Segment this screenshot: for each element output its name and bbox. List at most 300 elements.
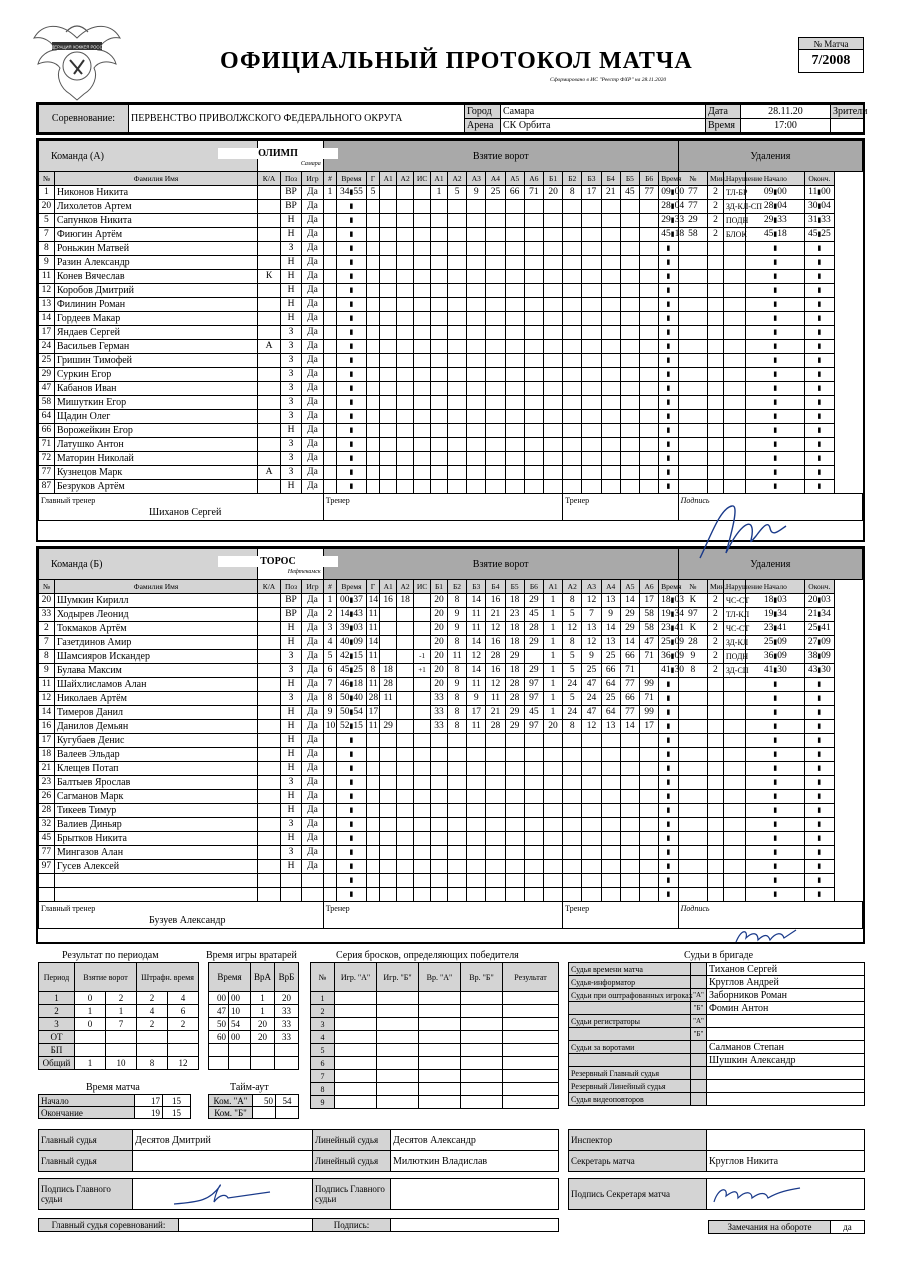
goal-time-empty: ▮ — [337, 776, 366, 790]
period-pen-b — [168, 1031, 199, 1044]
competition-label: Соревнование: — [39, 105, 129, 133]
goal-time-empty: ▮ — [337, 340, 366, 354]
match-number-box — [798, 37, 864, 73]
brigade-value: Фомин Антон — [707, 1002, 865, 1015]
goal-scorer: 5 — [366, 186, 380, 200]
player-played: Да — [302, 312, 324, 326]
player-ka — [258, 860, 281, 874]
table-row: 17 Яндаев Сергей З Да ▮ ▮ ▮ ▮ — [39, 326, 863, 340]
goal-opp-on-ice: 8 — [563, 636, 582, 650]
player-name: Фиюгин Артём — [54, 228, 257, 242]
player-number — [39, 888, 55, 902]
team-a-col-header: Б3 — [582, 172, 601, 186]
player-played: Да — [302, 298, 324, 312]
goal-opp-on-ice: 1 — [543, 650, 562, 664]
player-name: Булава Максим — [54, 664, 257, 678]
period-goals-a: 1 — [75, 1005, 106, 1018]
goal-opp-on-ice: 1 — [543, 608, 562, 622]
goal-opp-on-ice: 5 — [563, 608, 582, 622]
penalty-player: 9 — [678, 650, 707, 664]
table-row: 21 Клещев Потап Н Да ▮ ▮ ▮ ▮ — [39, 762, 863, 776]
penalty-start: 19▮34 — [746, 608, 805, 622]
player-ka — [258, 804, 281, 818]
city-label: Город — [465, 105, 501, 119]
player-number: 33 — [39, 608, 55, 622]
team-a-city: Самара — [258, 141, 324, 172]
goal-on-ice: 29 — [505, 650, 524, 664]
player-name: Валеев Эльдар — [54, 748, 257, 762]
table-row — [311, 1070, 559, 1083]
goal-on-ice: 20 — [431, 622, 448, 636]
team-b-col-header: А2 — [397, 580, 414, 594]
line-ref-label: Линейный судья — [313, 1130, 391, 1151]
penalty-violation: ЧС-СТ — [723, 622, 746, 636]
goal-opp-on-ice: 29 — [620, 608, 639, 622]
period-pen-a: 8 — [137, 1057, 168, 1070]
player-name: Тимеров Данил — [54, 706, 257, 720]
goal-on-ice: 29 — [505, 706, 524, 720]
arena: СК Орбита — [501, 119, 706, 133]
goal-opp-on-ice: 77 — [640, 186, 659, 200]
sign-main2-label: Подпись Главного судьи — [313, 1179, 391, 1210]
team-b-col-header: А4 — [601, 580, 620, 594]
team-b-section — [38, 548, 863, 929]
goal-on-ice: 11 — [467, 622, 486, 636]
penalty-end: 27▮09 — [805, 636, 834, 650]
player-pos: З — [280, 650, 301, 664]
player-name: Кабанов Иван — [54, 382, 257, 396]
table-row: 77 Кузнецов Марк А З Да ▮ ▮ ▮ ▮ — [39, 466, 863, 480]
player-number: 47 — [39, 382, 55, 396]
player-name: Кугубаев Денис — [54, 734, 257, 748]
team-b-col-header: А3 — [582, 580, 601, 594]
table-row — [39, 622, 863, 636]
team-b-col-header: Б2 — [447, 580, 466, 594]
team-a-coach-2: Тренер — [563, 494, 678, 521]
goal-a1 — [380, 622, 397, 636]
goal-opp-on-ice: 1 — [543, 594, 562, 608]
player-name: Разин Александр — [54, 256, 257, 270]
goal-a2 — [397, 692, 414, 706]
period-goals-a — [75, 1044, 106, 1057]
penalty-end: 30▮04 — [805, 200, 834, 214]
goal-time-empty: ▮ — [337, 382, 366, 396]
goal-time: 40▮09 — [337, 636, 366, 650]
brigade-tag: "Б" — [691, 1028, 707, 1041]
table-row: 8 Роньжин Матвей З Да ▮ ▮ ▮ ▮ — [39, 242, 863, 256]
player-pos: З — [280, 846, 301, 860]
player-name: Конев Вячеслав — [54, 270, 257, 284]
goal-a2 — [397, 186, 414, 200]
goal-number: 8 — [323, 692, 337, 706]
player-name: Брытков Никита — [54, 832, 257, 846]
goal-opp-on-ice: 58 — [639, 622, 658, 636]
goal-on-ice — [524, 650, 543, 664]
player-ka — [258, 678, 281, 692]
player-name: Маторин Николай — [54, 452, 257, 466]
goal-on-ice: 11 — [467, 608, 486, 622]
penalty-time: 41▮30 — [659, 664, 678, 678]
goal-on-ice: 66 — [505, 186, 524, 200]
goal-a2 — [397, 706, 414, 720]
goal-time-empty: ▮ — [337, 284, 366, 298]
penalty-start: 45▮18 — [746, 228, 805, 242]
player-number: 26 — [39, 790, 55, 804]
goal-on-ice: 8 — [447, 664, 466, 678]
goal-time-empty: ▮ — [337, 242, 366, 256]
player-ka — [258, 748, 281, 762]
player-number: 8 — [39, 242, 55, 256]
goal-on-ice: 33 — [431, 720, 448, 734]
officials-table — [38, 1129, 559, 1172]
shootout-num: 7 — [311, 1070, 335, 1083]
match-end-h: 19 — [135, 1107, 163, 1119]
goal-opp-on-ice: 20 — [543, 720, 562, 734]
goal-on-ice: 9 — [447, 678, 466, 692]
penalty-player: 8 — [678, 664, 707, 678]
player-pos: Н — [280, 270, 301, 284]
date: 28.11.20 — [741, 105, 831, 119]
player-name: Гришин Тимофей — [54, 354, 257, 368]
player-pos: З — [280, 354, 301, 368]
player-name: Сагманов Марк — [54, 790, 257, 804]
player-number: 8 — [39, 650, 55, 664]
team-a-col-header: Оконч. — [805, 172, 834, 186]
table-row: 64 Щадин Олег З Да ▮ ▮ ▮ ▮ — [39, 410, 863, 424]
goal-scorer: 11 — [366, 720, 380, 734]
goalie-time-m: 50 — [209, 1018, 229, 1031]
team-a-col-header: ИС — [414, 172, 431, 186]
team-b-col-header: # — [323, 580, 337, 594]
goal-opp-on-ice: 14 — [620, 720, 639, 734]
goal-situation: +1 — [414, 664, 431, 678]
periods-h-pen: Штрафн. время — [137, 963, 199, 992]
player-played: Да — [302, 706, 323, 720]
penalty-start: 25▮09 — [746, 636, 805, 650]
player-number: 77 — [39, 466, 55, 480]
table-row — [209, 1031, 299, 1044]
team-a-col-header: Б1 — [543, 172, 562, 186]
signature-main-ref — [170, 1180, 280, 1210]
goal-opp-on-ice: 9 — [582, 650, 601, 664]
player-played: Да — [302, 480, 324, 494]
player-played: Да — [302, 410, 324, 424]
shootout-col-header: Игр. "Б" — [377, 963, 419, 992]
brigade-value: Шушкин Александр — [707, 1054, 865, 1067]
penalty-player: К — [678, 622, 707, 636]
penalty-player: 77 — [678, 200, 707, 214]
penalty-minutes: 2 — [708, 594, 724, 608]
table-row: 47 Кабанов Иван З Да ▮ ▮ ▮ ▮ — [39, 382, 863, 396]
goal-opp-on-ice: 1 — [543, 636, 562, 650]
player-played: Да — [302, 368, 324, 382]
main-ref-2 — [133, 1151, 313, 1172]
goal-on-ice: 28 — [486, 650, 505, 664]
goal-time-empty: ▮ — [337, 734, 366, 748]
table-row — [39, 1005, 199, 1018]
time-label: Время — [706, 119, 741, 133]
player-pos: З — [280, 340, 301, 354]
player-number: 23 — [39, 776, 55, 790]
period-goals-a — [75, 1031, 106, 1044]
shootout-title: Серия бросков, определяющих победителя — [336, 950, 519, 961]
player-name: Балтыев Ярослав — [54, 776, 257, 790]
goal-time: 14▮43 — [337, 608, 366, 622]
player-ka — [258, 424, 281, 438]
goal-time-empty: ▮ — [337, 874, 366, 888]
goal-opp-on-ice: 77 — [620, 678, 639, 692]
goal-situation — [414, 608, 431, 622]
table-row — [39, 186, 863, 200]
brigade-tag: "А" — [691, 989, 707, 1002]
player-pos: Н — [280, 636, 301, 650]
goal-on-ice: 20 — [431, 650, 448, 664]
team-a-col-header: Г — [366, 172, 380, 186]
goal-time-empty: ▮ — [337, 790, 366, 804]
goal-opp-on-ice: 12 — [582, 594, 601, 608]
team-b-col-header: Время — [337, 580, 366, 594]
period-name: 1 — [39, 992, 75, 1005]
player-name: Газетдинов Амир — [54, 636, 257, 650]
goalie-h-b: ВрБ — [275, 963, 299, 992]
player-number: 21 — [39, 762, 55, 776]
goal-a1 — [380, 706, 397, 720]
brigade-tag: "Б" — [691, 1002, 707, 1015]
player-ka — [258, 818, 281, 832]
player-ka — [258, 242, 281, 256]
goal-time-empty: ▮ — [337, 846, 366, 860]
periods-h-period: Период — [39, 963, 75, 992]
brigade-tag — [691, 1041, 707, 1054]
player-pos: Н — [280, 790, 301, 804]
player-number: 2 — [39, 622, 55, 636]
goal-scorer: 17 — [366, 706, 380, 720]
goal-opp-on-ice: 47 — [639, 636, 658, 650]
player-ka — [258, 888, 281, 902]
penalty-violation: БЛОК — [723, 228, 746, 242]
table-row — [39, 1057, 199, 1070]
team-b-col-header: Б4 — [486, 580, 505, 594]
player-number: 29 — [39, 368, 55, 382]
brigade-title: Судьи в бригаде — [684, 950, 754, 961]
goal-time-empty: ▮ — [337, 270, 366, 284]
team-b-col-header: А2 — [563, 580, 582, 594]
goal-situation — [414, 636, 431, 650]
player-played — [302, 874, 323, 888]
player-name: Тикеев Тимур — [54, 804, 257, 818]
team-a-col-header: Б6 — [640, 172, 659, 186]
goal-opp-on-ice: 13 — [582, 622, 601, 636]
period-goals-b: 1 — [106, 1005, 137, 1018]
goal-number: 7 — [323, 678, 337, 692]
team-a-col-header: Нарушение — [723, 172, 746, 186]
shootout-num: 5 — [311, 1044, 335, 1057]
goal-opp-on-ice: 66 — [620, 650, 639, 664]
table-row: 11 Шайхлисламов Алан Н Да 7 46▮18 11 28 20 9 11 12 28 97 1 24 47 64 77 99 ▮ ▮ ▮ — [39, 678, 863, 692]
goal-on-ice: 97 — [524, 678, 543, 692]
goal-situation — [414, 692, 431, 706]
player-number: 58 — [39, 396, 55, 410]
goal-time-empty: ▮ — [337, 396, 366, 410]
goal-on-ice: 14 — [467, 636, 486, 650]
signature-team-b — [732, 924, 802, 948]
team-a-col-header: Б4 — [601, 172, 620, 186]
player-pos: Н — [280, 734, 301, 748]
goal-scorer: 11 — [366, 622, 380, 636]
player-name: Лихолетов Артем — [54, 200, 257, 214]
goal-on-ice: 9 — [447, 622, 466, 636]
player-ka — [258, 832, 281, 846]
secretary: Круглов Никита — [707, 1151, 865, 1172]
penalty-end: 31▮33 — [805, 214, 834, 228]
team-a-col-header: А6 — [524, 172, 543, 186]
goal-a1: 11 — [380, 692, 397, 706]
remarks-label: Замечания на обороте — [709, 1221, 831, 1234]
team-a-col-header: А5 — [505, 172, 524, 186]
player-pos: З — [280, 664, 301, 678]
table-row: 29 Суркин Егор З Да ▮ ▮ ▮ ▮ — [39, 368, 863, 382]
player-ka — [258, 410, 281, 424]
goal-on-ice: 8 — [447, 636, 466, 650]
player-name: Суркин Егор — [54, 368, 257, 382]
goal-on-ice: 5 — [447, 186, 466, 200]
period-goals-b — [106, 1031, 137, 1044]
footer-table — [38, 1218, 559, 1232]
goal-scorer: 11 — [366, 608, 380, 622]
match-number-label: № Матча — [799, 38, 864, 50]
shootout-col-header: № — [311, 963, 335, 992]
player-played: Да — [302, 734, 323, 748]
sign-value — [391, 1219, 559, 1232]
goal-a1 — [380, 650, 397, 664]
period-name: 3 — [39, 1018, 75, 1031]
goal-opp-on-ice: 25 — [601, 692, 620, 706]
goal-on-ice: 9 — [467, 692, 486, 706]
player-number: 24 — [39, 340, 55, 354]
team-a-goals-header: Взятие ворот — [323, 141, 678, 172]
player-name: Безруков Артём — [54, 480, 257, 494]
player-name: Никонов Никита — [54, 186, 257, 200]
brigade-tag — [691, 1054, 707, 1067]
shootout-num: 1 — [311, 992, 335, 1005]
period-name: 2 — [39, 1005, 75, 1018]
team-a-col-header: А4 — [486, 172, 505, 186]
line-ref-1: Десятов Александр — [391, 1130, 559, 1151]
brigade-value: Круглов Андрей — [707, 976, 865, 989]
player-pos: З — [280, 466, 301, 480]
goalie-time-s: 54 — [229, 1018, 251, 1031]
goal-opp-on-ice: 25 — [582, 664, 601, 678]
player-number: 18 — [39, 748, 55, 762]
player-played: Да — [302, 396, 324, 410]
player-pos: Н — [280, 256, 301, 270]
penalty-minutes: 2 — [708, 622, 724, 636]
team-b-col-header: Б6 — [524, 580, 543, 594]
player-ka: А — [258, 466, 281, 480]
player-pos: Н — [280, 832, 301, 846]
goal-opp-on-ice: 14 — [620, 636, 639, 650]
period-goals-b: 2 — [106, 992, 137, 1005]
player-ka — [258, 354, 281, 368]
signature-team-a — [690, 498, 790, 568]
table-row: 72 Маторин Николай З Да ▮ ▮ ▮ ▮ — [39, 452, 863, 466]
team-b-col-header: А5 — [620, 580, 639, 594]
goal-opp-on-ice: 24 — [582, 692, 601, 706]
player-ka — [258, 762, 281, 776]
goalie-time-m: 47 — [209, 1005, 229, 1018]
page-subtitle: Сформировано в ИС "Реестр ФХР" на 28.11.2020 — [550, 77, 667, 83]
penalty-player: 58 — [678, 228, 707, 242]
table-row: ▮ ▮ ▮ ▮ — [39, 888, 863, 902]
team-a-name: ОЛИМП — [218, 148, 338, 159]
player-name — [54, 888, 257, 902]
goal-time-empty: ▮ — [337, 818, 366, 832]
player-played: Да — [302, 200, 324, 214]
team-b-col-header: Поз — [280, 580, 301, 594]
penalty-minutes: 2 — [708, 228, 724, 242]
goal-on-ice: 20 — [431, 636, 448, 650]
brigade-tag — [691, 1093, 707, 1106]
goal-opp-on-ice: 8 — [563, 720, 582, 734]
player-played: Да — [302, 242, 324, 256]
goal-opp-on-ice: 14 — [601, 622, 620, 636]
timeout-title: Тайм-аут — [230, 1082, 269, 1093]
player-name: Сапунков Никита — [54, 214, 257, 228]
player-played: Да — [302, 424, 324, 438]
table-row: 18 Валеев Эльдар Н Да ▮ ▮ ▮ ▮ — [39, 748, 863, 762]
goal-on-ice: 28 — [524, 622, 543, 636]
goal-time-empty: ▮ — [337, 312, 366, 326]
player-played: Да — [302, 720, 323, 734]
goal-on-ice: 14 — [467, 664, 486, 678]
team-b-col-header: Б1 — [431, 580, 448, 594]
player-number: 14 — [39, 312, 55, 326]
period-pen-a: 4 — [137, 1005, 168, 1018]
player-number: 1 — [39, 186, 55, 200]
table-row — [311, 1083, 559, 1096]
period-goals-b: 7 — [106, 1018, 137, 1031]
player-ka — [258, 214, 281, 228]
goal-time-empty: ▮ — [337, 804, 366, 818]
penalty-minutes: 2 — [708, 186, 724, 200]
goal-on-ice: 16 — [486, 636, 505, 650]
comp-ref-value — [179, 1219, 313, 1232]
goal-on-ice: 8 — [447, 692, 466, 706]
goal-on-ice: 9 — [467, 186, 486, 200]
player-pos: З — [280, 382, 301, 396]
team-b-col-header: № — [39, 580, 55, 594]
match-time-table — [38, 1094, 191, 1119]
penalty-time: 29▮33 — [659, 214, 678, 228]
player-played: Да — [302, 466, 324, 480]
player-ka — [258, 186, 281, 200]
brigade-value: Салманов Степан — [707, 1041, 865, 1054]
goal-scorer: 11 — [366, 678, 380, 692]
goal-on-ice: 12 — [486, 678, 505, 692]
table-row — [569, 1093, 865, 1106]
team-b-coach: Тренер — [323, 902, 562, 929]
penalty-violation: ПОДН — [723, 214, 746, 228]
player-name: Коробов Дмитрий — [54, 284, 257, 298]
team-b-col-header: Время — [659, 580, 678, 594]
player-name: Данилов Демьян — [54, 720, 257, 734]
goal-time-empty: ▮ — [337, 888, 366, 902]
player-ka — [258, 734, 281, 748]
table-row — [569, 963, 865, 976]
table-row — [311, 1005, 559, 1018]
goal-a2 — [397, 678, 414, 692]
penalty-start: 28▮04 — [746, 200, 805, 214]
